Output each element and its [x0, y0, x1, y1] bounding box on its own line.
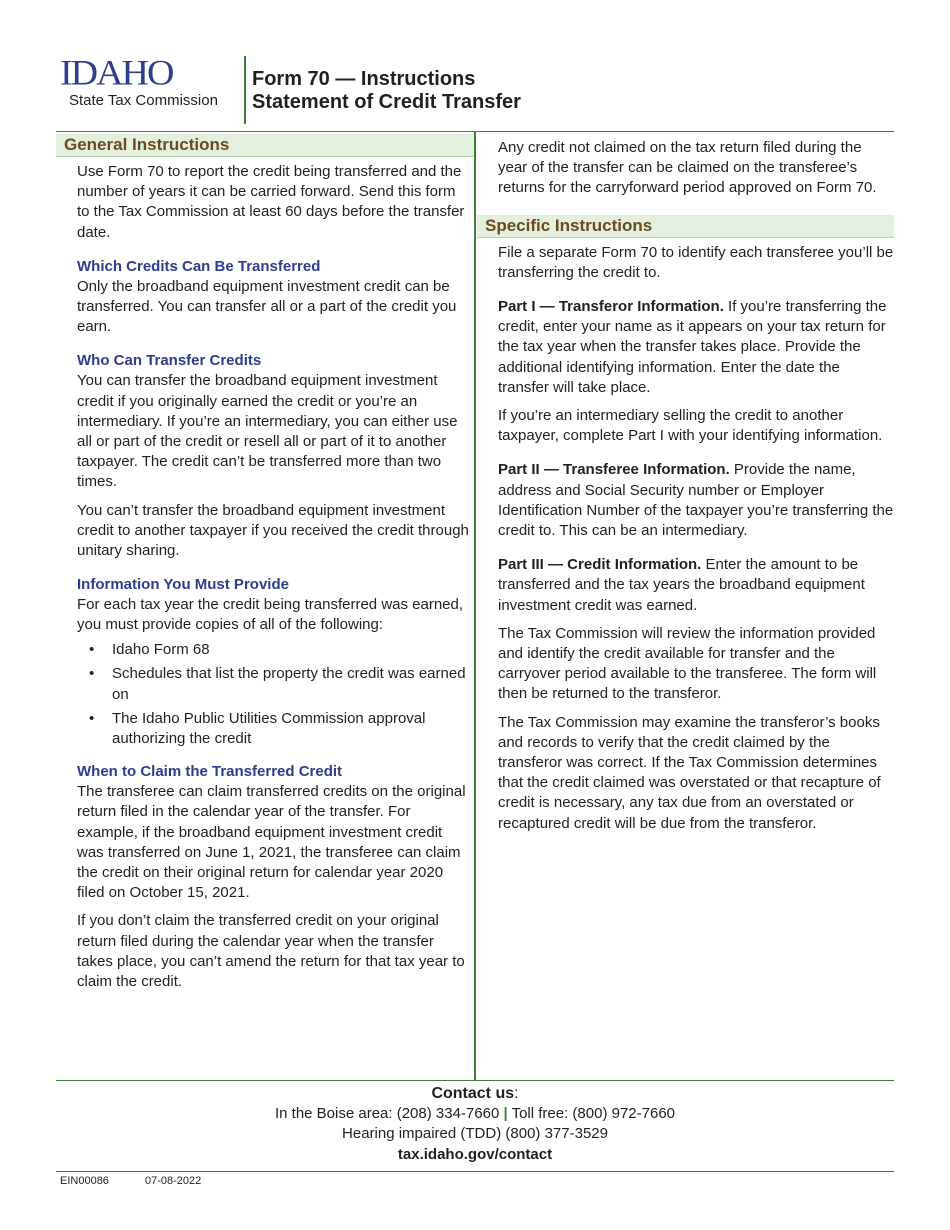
intermediary-text: If you’re an intermediary selling the credit to another taxpayer, complete Part I with your identifying information. — [498, 407, 883, 445]
information-text: For each tax year the credit being transferred was earned, you must provide copies of all of the following: — [77, 596, 464, 634]
form-title — [252, 68, 521, 114]
footer-divider — [56, 1171, 894, 1172]
unitary-sharing-text: You can’t transfer the broadband equipment investment credit to another taxpayer if you received the credit through unitary sharing. — [77, 501, 469, 560]
phone-separator: | — [503, 1105, 508, 1122]
when-to-claim-heading: When to Claim the Transferred Credit — [77, 763, 343, 781]
contact-link[interactable]: tax.idaho.gov/contact — [397, 1146, 553, 1163]
toll-free-phone: Toll free: (800) 972-7660 — [511, 1105, 676, 1122]
specific-instructions-heading: Specific Instructions — [477, 215, 894, 238]
part3-text: Part III — Credit Information. Enter the amount to be transferred and the tax years the broadband equipment investment credit was earned. — [498, 556, 865, 614]
who-can-transfer-heading: Who Can Transfer Credits — [77, 352, 262, 370]
amend-return-text: If you don’t claim the transferred credit on your original return filed during the calendar year when the transfer takes place, you can’t amend the return for that tax year to claim the credit. — [77, 912, 465, 990]
carryforward-text: Any credit not claimed on the tax return filed during the year of the transfer can be claimed on the transferee’s returns for the carryforward period approved on Form 70. — [498, 139, 877, 197]
information-heading: Information You Must Provide — [77, 576, 289, 594]
general-intro-text: Use Form 70 to report the credit being transferred and the number of years it can be carried forward. Send this form to the Tax Commission at least 60 days before the transfer date. — [77, 163, 465, 241]
contact-heading: Contact us: — [431, 1085, 519, 1102]
contact-footer — [56, 1084, 894, 1166]
idaho-tax-commission-logo — [60, 53, 240, 109]
part1-text: Part I — Transferor Information. If you’re transferring the credit, enter your name as it appears on your tax return for the tax year when the transfer takes place. Provide the additional identifying information. Enter the date the transfer will take place. — [498, 298, 887, 396]
list-item: • Schedules that list the property the credit was earned on — [89, 665, 466, 703]
phone-line — [56, 1104, 894, 1124]
specific-intro-text: File a separate Form 70 to identify each transferee you’ll be transferring the credit to. — [498, 243, 894, 281]
part3-label: Part III — Credit Information. — [498, 556, 702, 574]
logo-subtitle: State Tax Commission — [69, 92, 218, 109]
list-item: • The Idaho Public Utilities Commission approval authorizing the credit — [89, 710, 426, 748]
form-title-line1: Form 70 — Instructions — [252, 68, 476, 90]
logo-idaho-wordmark: IDAHO — [60, 53, 173, 94]
part1-label: Part I — Transferor Information. — [498, 298, 724, 316]
examine-text: The Tax Commission may examine the transferor’s books and records to verify that the credit claimed by the transferor was correct. If the Tax Commission determines that the credit claimed was overstated or that recapture of credit is necessary, any tax due from an overstated or recaptured credit will be due from the transferor. — [498, 713, 881, 832]
tdd-phone: Hearing impaired (TDD) (800) 377-3529 — [342, 1125, 608, 1142]
part2-label: Part II — Transferee Information. — [498, 461, 730, 479]
required-documents-list — [77, 640, 470, 750]
revision-date: 07-08-2022 — [145, 1175, 202, 1187]
form-title-line2: Statement of Credit Transfer — [252, 91, 521, 113]
column-divider — [474, 131, 476, 1080]
general-instructions-heading: General Instructions — [56, 134, 474, 157]
review-text: The Tax Commission will review the information provided and identify the credit available for transfer and the carryover period available to the transferee. The form will then be returned to the transferor. — [498, 624, 877, 703]
form-code: EIN00086 — [60, 1175, 109, 1187]
which-credits-text: Only the broadband equipment investment credit can be transferred. You can transfer all or a part of the credit you earn. — [77, 277, 457, 336]
bottom-divider — [56, 1080, 894, 1081]
left-column — [56, 134, 474, 992]
boise-phone: In the Boise area: (208) 334-7660 — [274, 1105, 500, 1122]
when-to-claim-text: The transferee can claim transferred credits on the original return filed in the calendar year of the transfer. For example, if the broadband equipment investment credit was transferred on June 1, 2021, the transferee can claim the credit on their original return for calendar year 2020 filed on October 15, 2021. — [77, 783, 466, 902]
which-credits-heading: Which Credits Can Be Transferred — [77, 257, 321, 275]
who-can-transfer-text: You can transfer the broadband equipment investment credit if you originally earned the credit or you’re an intermediary. If you’re an intermediary, you can either use all or part of the credit or resell all or part of it to another taxpayer. The credit can’t be transferred more than two times. — [77, 372, 458, 491]
right-column — [477, 138, 894, 834]
header-divider — [244, 56, 246, 124]
list-item: • Idaho Form 68 — [89, 640, 210, 658]
part2-text: Part II — Transferee Information. Provide the name, address and Social Security number or Employer Identification Number of the taxpayer you’re transferring the credit to. This can be an intermediary. — [498, 461, 894, 540]
